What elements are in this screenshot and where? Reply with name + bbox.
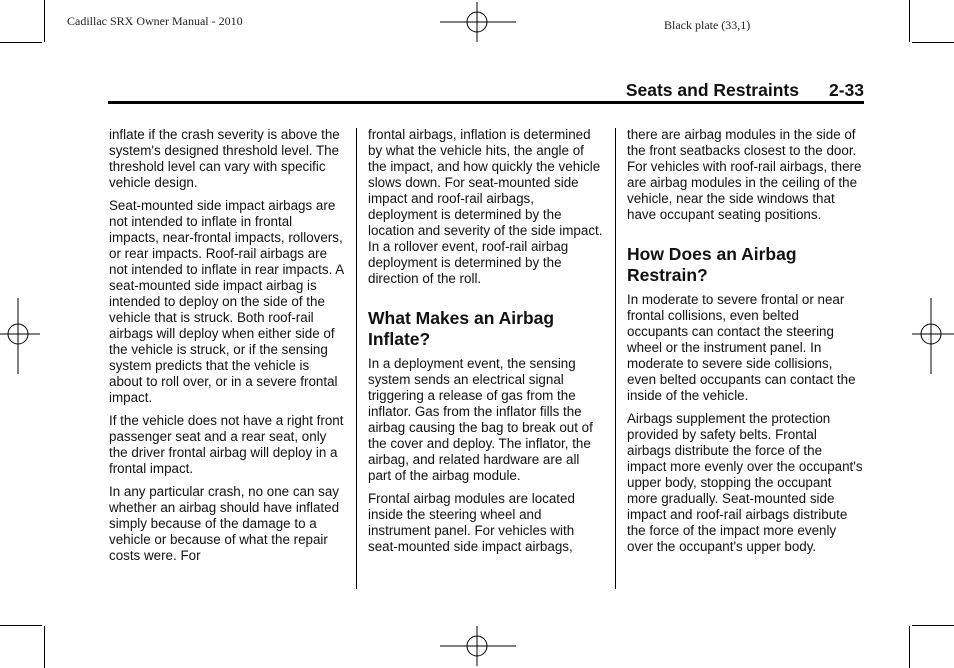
- col3-paragraph-1: there are airbag modules in the side of the front seatbacks closest to the door. For vehicles with roof-rail airbags, there are airbag modules in the ceiling of the vehicle, near the side windows that have occupant seating positions.: [627, 127, 862, 222]
- registration-mark-top: [440, 2, 516, 42]
- column-2: [368, 127, 604, 562]
- column-3: [627, 127, 863, 562]
- page-number: 2-33: [828, 80, 864, 100]
- registration-mark-bottom: [440, 626, 516, 666]
- heading-how-does-airbag-restrain: How Does an Airbag Restrain?: [627, 244, 797, 285]
- plate-label: Black plate (33,1): [664, 18, 751, 32]
- column-divider-2: [615, 128, 616, 589]
- header-rule: [108, 101, 864, 104]
- crop-mark-bottom-right-horizontal: [912, 625, 954, 626]
- crop-mark-top-left-horizontal: [0, 42, 42, 43]
- col3-paragraph-3: Airbags supplement the protection provided by safety belts. Frontal airbags distribute the force of the impact more evenly over the occupant's upper body, stopping the occupant more gradually. Seat-mounted side impact and roof-rail airbags distribute the force of the impact more evenly over the occupant's upper body.: [627, 411, 863, 554]
- col3-paragraph-2: In moderate to severe frontal or near frontal collisions, even belted occupants can contact the steering wheel or the instrument panel. In moderate to severe side collisions, even belted occupants can contact the inside of the vehicle.: [627, 292, 856, 403]
- crop-mark-top-right-horizontal: [912, 42, 954, 43]
- crop-mark-top-left-vertical: [44, 0, 45, 42]
- crop-mark-bottom-right-vertical: [909, 626, 910, 668]
- col2-paragraph-1: frontal airbags, inflation is determined by what the vehicle hits, the angle of the impact, and how quickly the vehicle slows down. For seat-mounted side impact and roof-rail airbags, deployment is determined by the location and severity of the side impact. In a rollover event, roof-rail airbag deployment is determined by the direction of the roll.: [368, 127, 603, 286]
- manual-title: Cadillac SRX Owner Manual - 2010: [67, 14, 243, 28]
- col1-paragraph-1: inflate if the crash severity is above the system's designed threshold level. The threshold level can vary with specific vehicle design.: [109, 127, 340, 190]
- heading-what-makes-airbag-inflate: What Makes an Airbag Inflate?: [368, 308, 555, 349]
- crop-mark-top-right-vertical: [909, 0, 910, 42]
- running-head: [626, 80, 864, 101]
- crop-mark-bottom-left-horizontal: [0, 625, 42, 626]
- column-divider-1: [356, 128, 357, 589]
- col2-paragraph-3: Frontal airbag modules are located inside the steering wheel and instrument panel. For vehicles with seat-mounted side impact airbags,: [368, 491, 575, 554]
- section-title: Seats and Restraints: [625, 80, 799, 100]
- col1-paragraph-4: In any particular crash, no one can say whether an airbag should have inflated simply because of the damage to a vehicle or because of what the repair costs were. For: [109, 484, 340, 563]
- registration-mark-right: [912, 298, 954, 374]
- registration-mark-left: [0, 298, 40, 374]
- col2-paragraph-2: In a deployment event, the sensing system sends an electrical signal triggering a release of gas from the inflator. Gas from the inflator fills the airbag causing the bag to break out of the cover and deploy. The inflator, the airbag, and related hardware are all part of the airbag module.: [368, 356, 593, 483]
- col1-paragraph-2: Seat-mounted side impact airbags are not intended to inflate in frontal impacts, near-frontal impacts, rollovers, or rear impacts. Roof-rail airbags are not intended to inflate in rear impacts. A seat-mounted side impact airbag is intended to deploy on the side of the vehicle that is struck. Both roof-rail airbags will deploy when either side of the vehicle is struck, or if the sensing system predicts that the vehicle is about to roll over, or in a severe frontal impact.: [109, 198, 344, 405]
- column-1: [109, 127, 345, 571]
- crop-mark-bottom-left-vertical: [44, 626, 45, 668]
- col1-paragraph-3: If the vehicle does not have a right front passenger seat and a rear seat, only the driver frontal airbag will deploy in a frontal impact.: [109, 413, 344, 476]
